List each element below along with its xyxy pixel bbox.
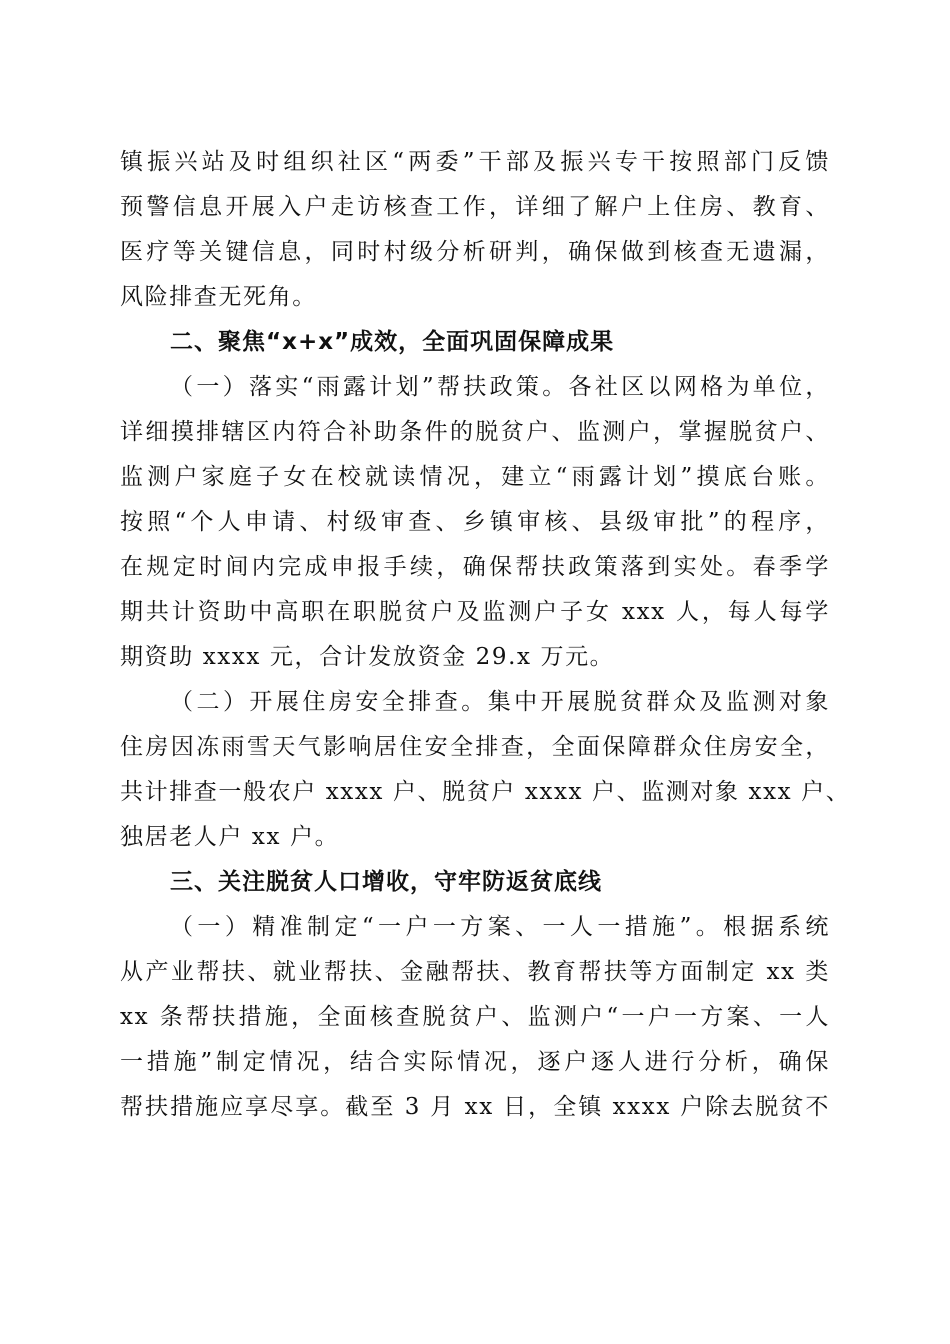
text-line: （一）精准制定“一户一方案、一人一措施”。根据系统 xyxy=(170,914,830,940)
text-line: 医疗等关键信息，同时村级分析研判，确保做到核查无遗漏， xyxy=(120,239,830,265)
text-line: （一）落实“雨露计划”帮扶政策。各社区以网格为单位， xyxy=(170,374,830,400)
text-line: xx 条帮扶措施，全面核查脱贫户、监测户“一户一方案、一人 xyxy=(120,1004,830,1030)
document-body xyxy=(120,140,851,1130)
text-line: 预警信息开展入户走访核查工作，详细了解户上住房、教育、 xyxy=(120,194,830,220)
text-line: 在规定时间内完成申报手续，确保帮扶政策落到实处。春季学 xyxy=(120,554,830,580)
text-line: 住房因冻雨雪天气影响居住安全排查，全面保障群众住房安全， xyxy=(120,734,830,760)
text-line: 风险排查无死角。 xyxy=(120,284,317,310)
text-line: 期共计资助中高职在职脱贫户及监测户子女 xxx 人，每人每学 xyxy=(120,599,830,625)
text-line: 期资助 xxxx 元，合计发放资金 29.x 万元。 xyxy=(120,644,615,670)
section-heading-3: 三、关注脱贫人口增收，守牢防返贫底线 xyxy=(170,869,602,895)
text-line: 共计排查一般农户 xxxx 户、脱贫户 xxxx 户、监测对象 xxx 户、 xyxy=(120,779,851,805)
text-line: 监测户家庭子女在校就读情况，建立“雨露计划”摸底台账。 xyxy=(120,464,830,490)
text-line: 独居老人户 xx 户。 xyxy=(120,824,340,850)
text-line: 镇振兴站及时组织社区“两委”干部及振兴专干按照部门反馈 xyxy=(120,149,830,175)
text-line: 从产业帮扶、就业帮扶、金融帮扶、教育帮扶等方面制定 xx 类 xyxy=(120,959,830,985)
text-line: 一措施”制定情况，结合实际情况，逐户逐人进行分析，确保 xyxy=(120,1049,830,1075)
text-line: 按照“个人申请、村级审查、乡镇审核、县级审批”的程序， xyxy=(120,509,830,535)
section-heading-2: 二、聚焦“x+x”成效，全面巩固保障成果 xyxy=(170,329,615,355)
text-line: （二）开展住房安全排查。集中开展脱贫群众及监测对象 xyxy=(170,689,830,715)
text-line: 详细摸排辖区内符合补助条件的脱贫户、监测户，掌握脱贫户、 xyxy=(120,419,830,445)
text-line: 帮扶措施应享尽享。截至 3 月 xx 日，全镇 xxxx 户除去脱贫不 xyxy=(120,1094,830,1120)
